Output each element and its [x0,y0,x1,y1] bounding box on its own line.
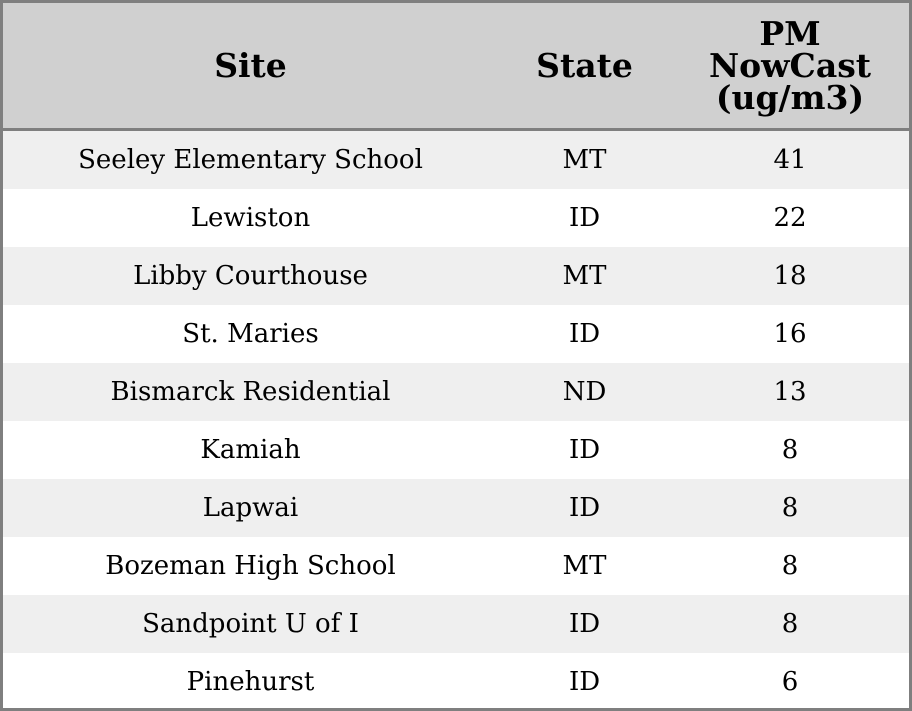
cell-state: ID [498,305,671,363]
header-row [3,3,909,130]
cell-pm: 8 [671,595,909,653]
cell-state: ID [498,653,671,710]
cell-pm: 16 [671,305,909,363]
table-row [3,537,909,595]
cell-state: ND [498,363,671,421]
header-pm-line-1: PM [759,13,821,53]
cell-pm: 18 [671,247,909,305]
cell-pm: 8 [671,537,909,595]
table-row [3,653,909,710]
cell-site: Lapwai [3,479,498,537]
cell-site: St. Maries [3,305,498,363]
table-row [3,595,909,653]
cell-state: MT [498,130,671,190]
cell-site: Bismarck Residential [3,363,498,421]
cell-pm: 8 [671,479,909,537]
table-row [3,479,909,537]
cell-site: Lewiston [3,189,498,247]
table-row [3,189,909,247]
header-pm-line-2: NowCast [708,45,872,85]
table-row [3,305,909,363]
cell-site: Kamiah [3,421,498,479]
header-pm-nowcast [671,3,909,130]
cell-site: Pinehurst [3,653,498,710]
header-state-line: State [536,45,633,85]
table-row [3,421,909,479]
header-site-line: Site [214,45,287,85]
table-row [3,247,909,305]
table-body [3,130,909,711]
cell-site: Libby Courthouse [3,247,498,305]
header-pm-line-3: (ug/m3) [715,77,865,117]
cell-state: ID [498,595,671,653]
table-row [3,130,909,190]
header-state [498,3,671,130]
cell-pm: 6 [671,653,909,710]
cell-site: Bozeman High School [3,537,498,595]
cell-state: MT [498,247,671,305]
cell-state: ID [498,421,671,479]
cell-pm: 41 [671,130,909,190]
table-row [3,363,909,421]
pm-nowcast-table [3,3,909,710]
header-site [3,3,498,130]
cell-state: ID [498,189,671,247]
cell-site: Seeley Elementary School [3,130,498,190]
cell-pm: 8 [671,421,909,479]
cell-site: Sandpoint U of I [3,595,498,653]
cell-state: MT [498,537,671,595]
cell-pm: 13 [671,363,909,421]
cell-pm: 22 [671,189,909,247]
table-header [3,3,909,130]
cell-state: ID [498,479,671,537]
